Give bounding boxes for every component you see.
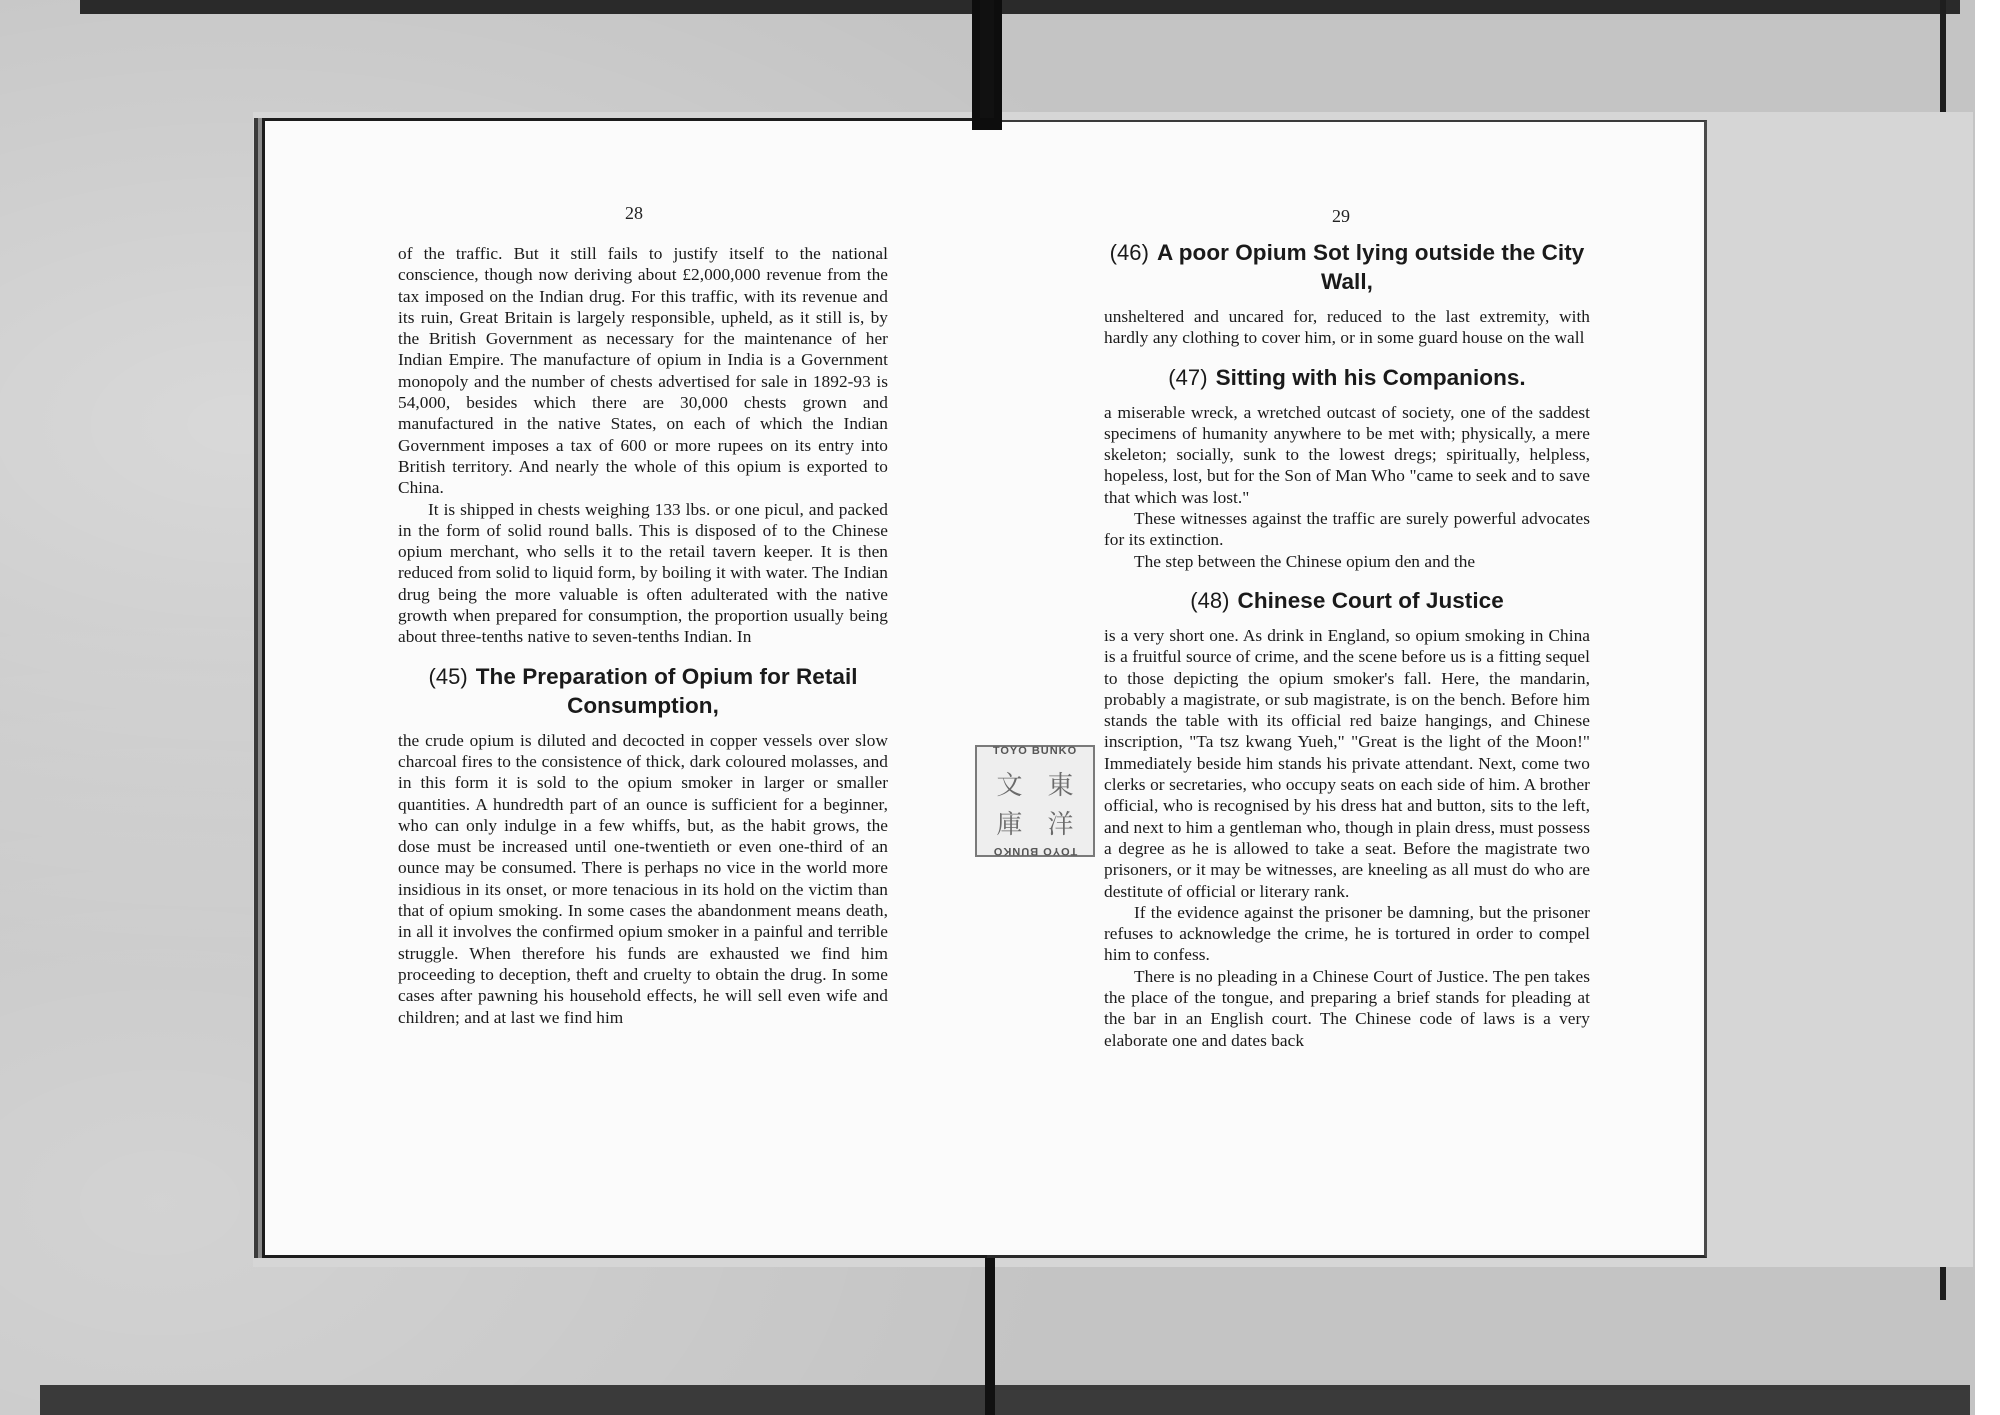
heading-47-title: Sitting with his Companions.	[1215, 364, 1526, 390]
heading-47-number: (47)	[1168, 364, 1208, 390]
heading-46	[1104, 238, 1590, 296]
paragraph-step: The step between the Chinese opium den and the	[1134, 551, 1476, 571]
left-page	[262, 118, 987, 1258]
paragraph-traffic: of the traffic. But it still fails to justify itself to the national conscience, though now deriving about £2,000,000 revenue from the tax imposed on the Indian drug. For this traffic, with its revenue and its ruin, Great Britain is largely responsible, upheld, as it still is, by the British Government as necessary for the maintenance of her Indian Empire. The manufacture of opium in India is a Government monopoly and the number of chests advertised for sale in 1892-93 is 54,000, besides which there are 30,000 chests grown and manufactured in the native States, on each of which the Indian Government imposes a tax of 600 or more rupees on its entry into British territory. And nearly the whole of this opium is exported to China.	[398, 244, 888, 498]
paragraph-witnesses: These witnesses against the traffic are surely powerful advocates for its extinction.	[1104, 509, 1590, 550]
heading-45	[398, 662, 888, 720]
paragraph-shipping: It is shipped in chests weighing 133 lbs. or one picul, and packed in the form of solid round balls. This is disposed of to the Chinese opium merchant, who sells it to the retail tavern keeper. It is then reduced from solid to liquid form, by boiling it with water. The Indian drug being the more valuable is often adulterated with the native growth when prepared for consumption, the proportion usually being about three-tenths native to seven-tenths Indian. In	[398, 499, 888, 647]
gutter-shadow-bottom	[985, 1258, 995, 1415]
paragraph-opium-sot: unsheltered and uncared for, reduced to the last extremity, with hardly any clothing to cover him, or in some guard house on the wall	[1104, 307, 1590, 348]
scan-top-edge	[80, 0, 1960, 14]
heading-48-number: (48)	[1190, 587, 1230, 613]
scan-bottom-edge	[40, 1385, 1970, 1415]
paragraph-preparation: the crude opium is diluted and decocted in copper vessels over slow charcoal fires to the consistence of thick, dark coloured molasses, and in this form it is sold to the opium smoker in larger or smaller quantities. A hundredth part of an ounce is sufficient for a beginner, who can only indulge in a few whiffs, but, as the habit grows, the dose must be increased until one-twentieth or even one-third of an ounce may be consumed. There is perhaps no vice in the world more insidious in its onset, or more tenacious in its hold on the victim than that of opium smoking. In some cases the abandonment means death, in all it involves the confirmed opium smoker in a painful and terrible struggle. When therefore his funds are exhausted we find him proceeding to deception, theft and cruelty to obtain the drug. In some cases after pawning his household effects, he will sell even wife and children; and at last we find him	[398, 730, 888, 1027]
stamp-top-text: TOYO BUNKO	[992, 745, 1078, 757]
gutter-shadow-top	[980, 0, 994, 118]
paragraph-court: is a very short one. As drink in England, so opium smoking in China is a fruitful source of crime, and the scene before us is a fitting sequel to those depicting the opium smoker's fall. Here, the mandarin, probably a magistrate, or sub magistrate, is on the bench. Before him stands the table with its official red baize hangings, and Chinese inscription, "Ta tsz kwang Yueh," "Great is the light of the Moon!" Immediately beside him stands his private attendant. Next, come two clerks or secretaries, who occupy seats on each side of him. A brother official, who is recognised by his dress hat and button, sits to the left, and next to him a gentleman who, though in plain dress, must possess a degree as he is allowed to take a seat. Before the magistrate two prisoners, or it may be witnesses, are kneeling as all must do who are destitute of official or literary rank.	[1104, 625, 1590, 901]
heading-48-title: Chinese Court of Justice	[1237, 587, 1504, 613]
stamp-char: 文	[996, 771, 1023, 801]
paragraph-pleading: There is no pleading in a Chinese Court of Justice. The pen takes the place of the tongue, and preparing a brief stands for pleading at the bar in an English court. The Chinese code of laws is a very elaborate one and dates back	[1104, 966, 1590, 1050]
stamp-char: 庫	[996, 810, 1023, 840]
heading-48	[1104, 586, 1590, 615]
right-page-number: 29	[1332, 206, 1350, 226]
right-page	[987, 120, 1707, 1258]
stamp-char: 東	[1047, 771, 1074, 801]
stamp-char: 洋	[1047, 810, 1074, 840]
heading-45-number: (45)	[428, 663, 468, 689]
right-page-text	[1104, 234, 1590, 1051]
scan-right-margin	[1975, 0, 2000, 1415]
paragraph-companions: a miserable wreck, a wretched outcast of society, one of the saddest specimens of humanity anywhere to be met with; physically, a mere skeleton; socially, sunk to the lowest dregs; spiritually, helpless, hopeless, lost, but for the Son of Man Who "came to seek and to save that which was lost."	[1104, 402, 1590, 507]
heading-46-title: A poor Opium Sot lying outside the City Wall,	[1156, 240, 1585, 294]
heading-47	[1104, 363, 1590, 392]
heading-45-title: The Preparation of Opium for Retail Consumption,	[475, 663, 858, 718]
heading-46-number: (46)	[1109, 240, 1149, 265]
left-page-number: 28	[625, 203, 643, 223]
paragraph-evidence: If the evidence against the prisoner be damning, but the prisoner refuses to acknowledge the crime, he is tortured in order to compel him to confess.	[1104, 902, 1590, 965]
left-page-text	[398, 243, 888, 1028]
stamp-characters	[985, 765, 1085, 840]
toyo-bunko-stamp	[975, 745, 1095, 857]
stamp-bottom-text: TOYO BUNKO	[992, 845, 1078, 857]
